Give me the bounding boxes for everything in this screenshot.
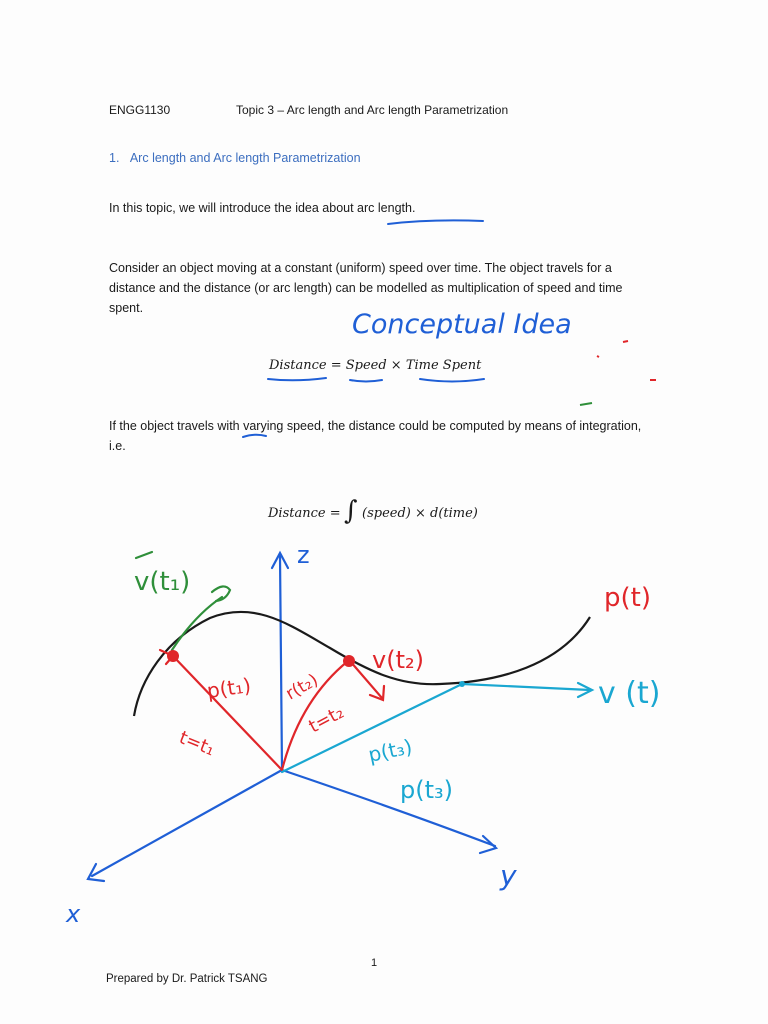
integral-sign: ∫ (344, 496, 358, 526)
velocity-function-label: v (t) (598, 676, 661, 711)
distance-integral-rhs: (speed) × d(time) (362, 506, 478, 521)
parameter-t2-label: t=t₂ (305, 701, 348, 738)
position-t1-label: p(t₁) (205, 673, 253, 703)
underline-arc-length (388, 220, 483, 224)
course-code: ENGG1130 (109, 103, 171, 117)
section-heading: 1. Arc length and Arc length Parametrization (109, 151, 361, 165)
underline-distance (268, 378, 326, 380)
position-t3-label-b: p(t₃) (400, 776, 453, 804)
y-axis (282, 770, 495, 846)
velocity-t1-arrow (172, 597, 222, 650)
distance-integral-lhs: Distance = (268, 506, 341, 521)
z-axis (280, 556, 282, 770)
x-axis-label: x (66, 900, 81, 928)
stray-mark (623, 341, 628, 342)
page-number: 1 (371, 957, 378, 969)
axes (88, 553, 496, 881)
stray-marks (597, 341, 656, 380)
velocity-t3-vector (462, 684, 590, 690)
conceptual-idea-note: Conceptual Idea (352, 309, 572, 340)
stray-mark (580, 403, 592, 405)
x-axis (92, 770, 282, 876)
point-t3 (459, 681, 465, 687)
point-t1 (167, 650, 179, 662)
velocity-t1-label-arrow (136, 552, 152, 558)
position-t1-vector (173, 656, 282, 770)
underline-speed (350, 380, 382, 382)
y-axis-label: y (500, 859, 517, 892)
underline-time-spent (420, 379, 484, 382)
underline-varying (243, 435, 266, 437)
velocity-t2-label: v(t₂) (372, 646, 424, 674)
intro-paragraph: In this topic, we will introduce the idea about arc length. (109, 201, 416, 215)
z-axis-label: z (297, 541, 310, 569)
point-t2 (343, 655, 355, 667)
position-t2-label: r(t₂) (282, 670, 322, 705)
velocity-t1-label: v(t₁) (134, 567, 191, 597)
velocity-t1-arrowhead (212, 586, 230, 601)
x-axis-arrowhead (88, 864, 104, 881)
position-function-label: p(t) (604, 583, 651, 613)
author-credit: Prepared by Dr. Patrick TSANG (106, 973, 268, 985)
stray-mark (597, 356, 599, 357)
parameter-t1-label: t=t₁ (176, 727, 218, 761)
position-t3-label-a: p(t₃) (366, 734, 415, 767)
constant-speed-paragraph: Consider an object moving at a constant (uniform) speed over time. The object travels for a distance and the distance (or arc length) can be modelled as multiplication of speed and time spent. (109, 261, 623, 315)
space-curve (134, 612, 590, 716)
varying-speed-paragraph: If the object travels with varying speed, the distance could be computed by means of integration, i.e. (109, 419, 642, 453)
distance-product-formula: Distance = Speed × Time Spent (269, 358, 482, 373)
topic-title: Topic 3 – Arc length and Arc length Parametrization (236, 103, 509, 117)
